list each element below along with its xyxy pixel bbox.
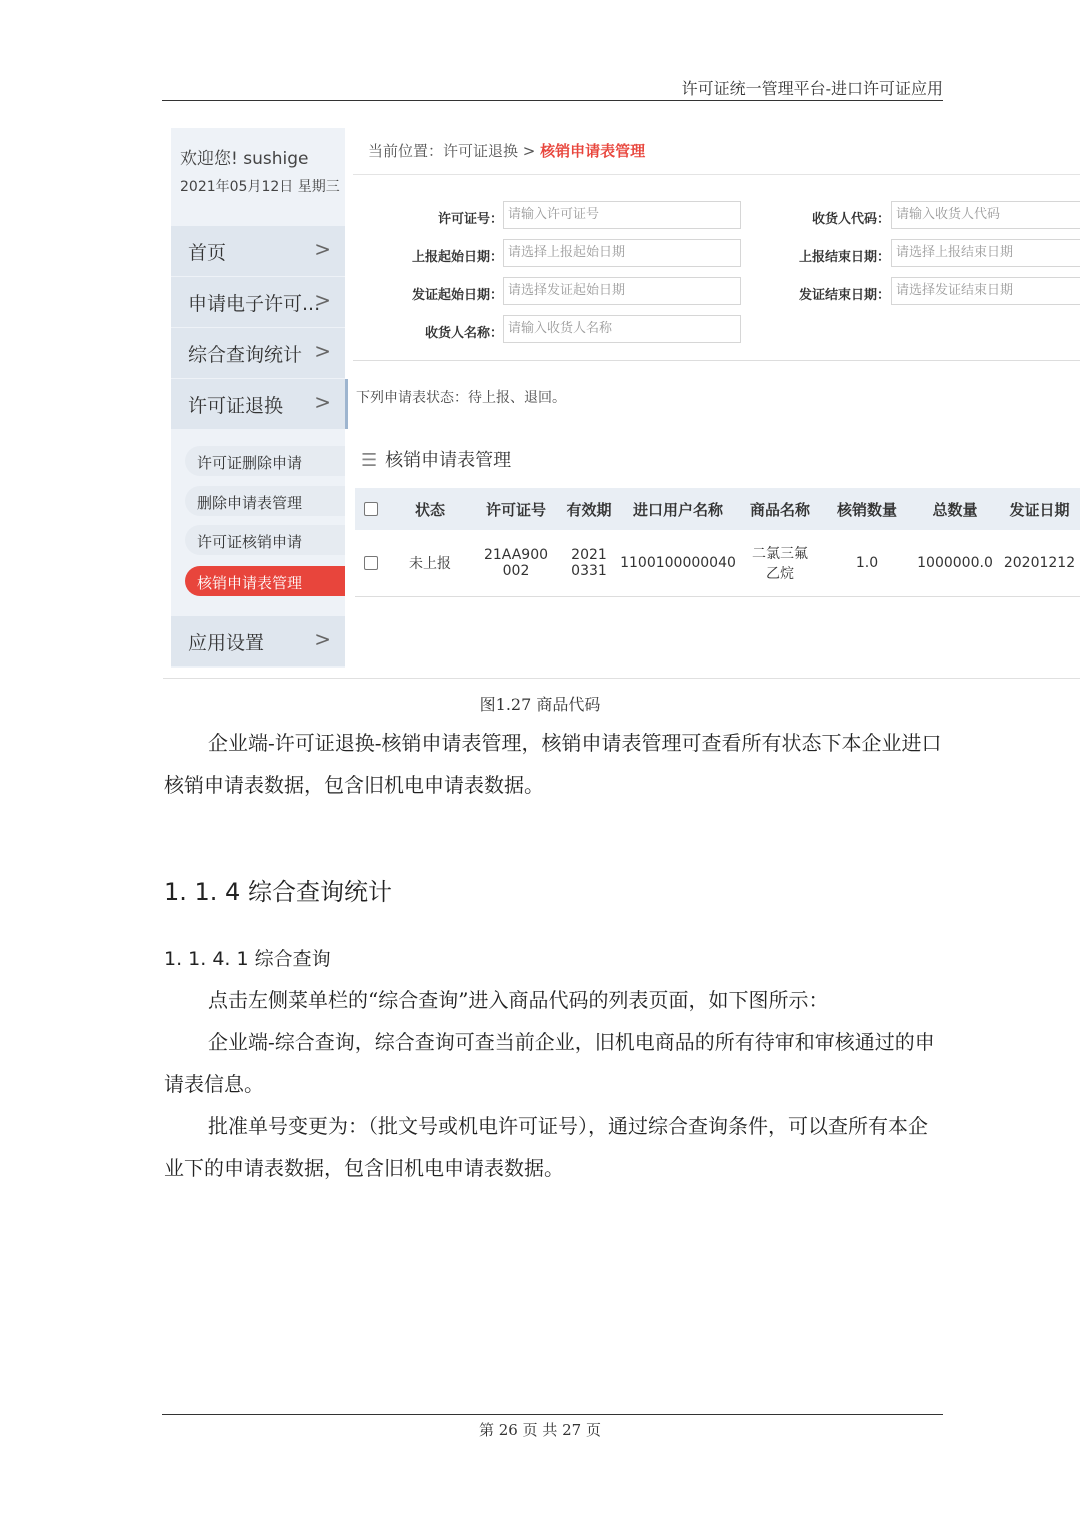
breadcrumb-current[interactable]: 核销申请表管理 (540, 142, 646, 160)
license-no-input[interactable]: 请输入许可证号 (503, 201, 741, 229)
col-header-status: 状态 (414, 500, 445, 519)
submenu-verify-form-manage[interactable]: 核销申请表管理 (185, 566, 345, 596)
table-row[interactable] (355, 530, 1080, 597)
submenu-verify-apply[interactable]: 许可证核销申请 (185, 525, 345, 555)
welcome-panel (171, 128, 345, 222)
chevron-right-icon: > (314, 288, 331, 312)
section-title: ☰ 核销申请表管理 (361, 450, 512, 471)
cell-issue-date: 20201212 (1003, 555, 1076, 571)
cell-verify-qty: 1.0 (855, 555, 879, 571)
filter-label-report-end: 上报结束日期： (798, 250, 890, 265)
col-header-validity: 有效期 (566, 500, 612, 519)
table-header-row (355, 488, 1080, 530)
paragraph: 企业端-综合查询，综合查询可查当前企业，旧机电商品的所有待审和审核通过的申请表信息。 (164, 1030, 935, 1096)
welcome-date: 2021年05月12日 星期三 (180, 179, 340, 195)
app-screenshot (163, 128, 1080, 679)
sidebar-item-license-return[interactable]: 许可证退换 > (171, 379, 348, 429)
subsection-heading: 1. 1. 4. 1 综合查询 (164, 948, 331, 970)
sidebar-item-home[interactable]: 首页 > (171, 226, 345, 276)
select-all-checkbox[interactable] (355, 488, 387, 530)
breadcrumb: 当前位置：许可证退换 > 核销申请表管理 (368, 142, 646, 160)
welcome-greeting: 欢迎您! sushige (180, 149, 309, 169)
col-header-goods: 商品名称 (749, 500, 810, 519)
paragraph: 点击左侧菜单栏的“综合查询”进入商品代码的列表页面，如下图所示： (208, 988, 829, 1012)
sidebar (171, 128, 345, 668)
cell-validity: 20210331 (571, 547, 607, 579)
consignee-name-input[interactable]: 请输入收货人名称 (503, 315, 741, 343)
divider (353, 174, 1080, 175)
chevron-right-icon: > (314, 339, 331, 363)
filter-label-license-no: 许可证号： (437, 212, 503, 227)
status-note: 下列申请表状态：待上报、退回。 (356, 390, 566, 406)
sidebar-item-apply-license[interactable]: 申请电子许可... > (171, 277, 345, 327)
header-title: 许可证统一管理平台-进口许可证应用 (681, 79, 943, 98)
report-end-date-input[interactable]: 请选择上报结束日期 (891, 239, 1080, 267)
paragraph: 企业端-许可证退换-核销申请表管理，核销申请表管理可查看所有状态下本企业进口核销申请表数据，包含旧机电申请表数据。 (164, 731, 942, 797)
chevron-right-icon: > (314, 627, 331, 651)
figure-caption: 图1.27 商品代码 (479, 695, 601, 714)
report-start-date-input[interactable]: 请选择上报起始日期 (503, 239, 741, 267)
filter-label-report-start: 上报起始日期： (411, 250, 503, 265)
cell-status: 未上报 (409, 556, 451, 572)
sidebar-item-app-settings[interactable]: 应用设置 > (171, 616, 345, 666)
col-header-importer: 进口用户名称 (632, 500, 723, 519)
page-footer: 第 26 页 共 27 页 (478, 1421, 601, 1439)
footer-divider (162, 1414, 943, 1415)
submenu-delete-form-manage[interactable]: 删除申请表管理 (185, 486, 345, 516)
col-header-total-qty: 总数量 (932, 500, 978, 519)
sidebar-item-query-stats[interactable]: 综合查询统计 > (171, 328, 345, 378)
filter-label-issue-start: 发证起始日期： (411, 288, 503, 303)
paragraph: 批准单号变更为：（批文号或机电许可证号），通过综合查询条件，可以查所有本企业下的申请表数据，包含旧机电申请表数据。 (164, 1114, 928, 1180)
page-header (162, 76, 943, 101)
issue-end-date-input[interactable]: 请选择发证结束日期 (891, 277, 1080, 305)
filter-label-consignee-code: 收货人代码： (811, 212, 890, 227)
chevron-right-icon: > (314, 390, 331, 414)
cell-total-qty: 1000000.0 (917, 555, 993, 571)
filter-label-consignee-name: 收货人名称： (424, 326, 503, 341)
row-checkbox[interactable] (355, 530, 387, 596)
chevron-right-icon: > (314, 237, 331, 261)
consignee-code-input[interactable]: 请输入收货人代码 (891, 201, 1080, 229)
divider (353, 360, 1080, 361)
issue-start-date-input[interactable]: 请选择发证起始日期 (503, 277, 741, 305)
col-header-verify-qty: 核销数量 (836, 500, 897, 519)
cell-importer: 1100100000040 (620, 555, 736, 571)
filter-label-issue-end: 发证结束日期： (798, 288, 890, 303)
submenu-license-delete-apply[interactable]: 许可证删除申请 (185, 446, 345, 476)
col-header-issue-date: 发证日期 (1009, 500, 1070, 519)
cell-license-no: 21AA900002 (483, 547, 549, 579)
list-icon: ☰ (361, 450, 378, 471)
section-heading: 1. 1. 4 综合查询统计 (164, 878, 392, 906)
col-header-license-no: 许可证号 (485, 500, 546, 519)
cell-goods: 二氯三氟乙烷 (752, 546, 808, 582)
main-content (353, 128, 1080, 678)
